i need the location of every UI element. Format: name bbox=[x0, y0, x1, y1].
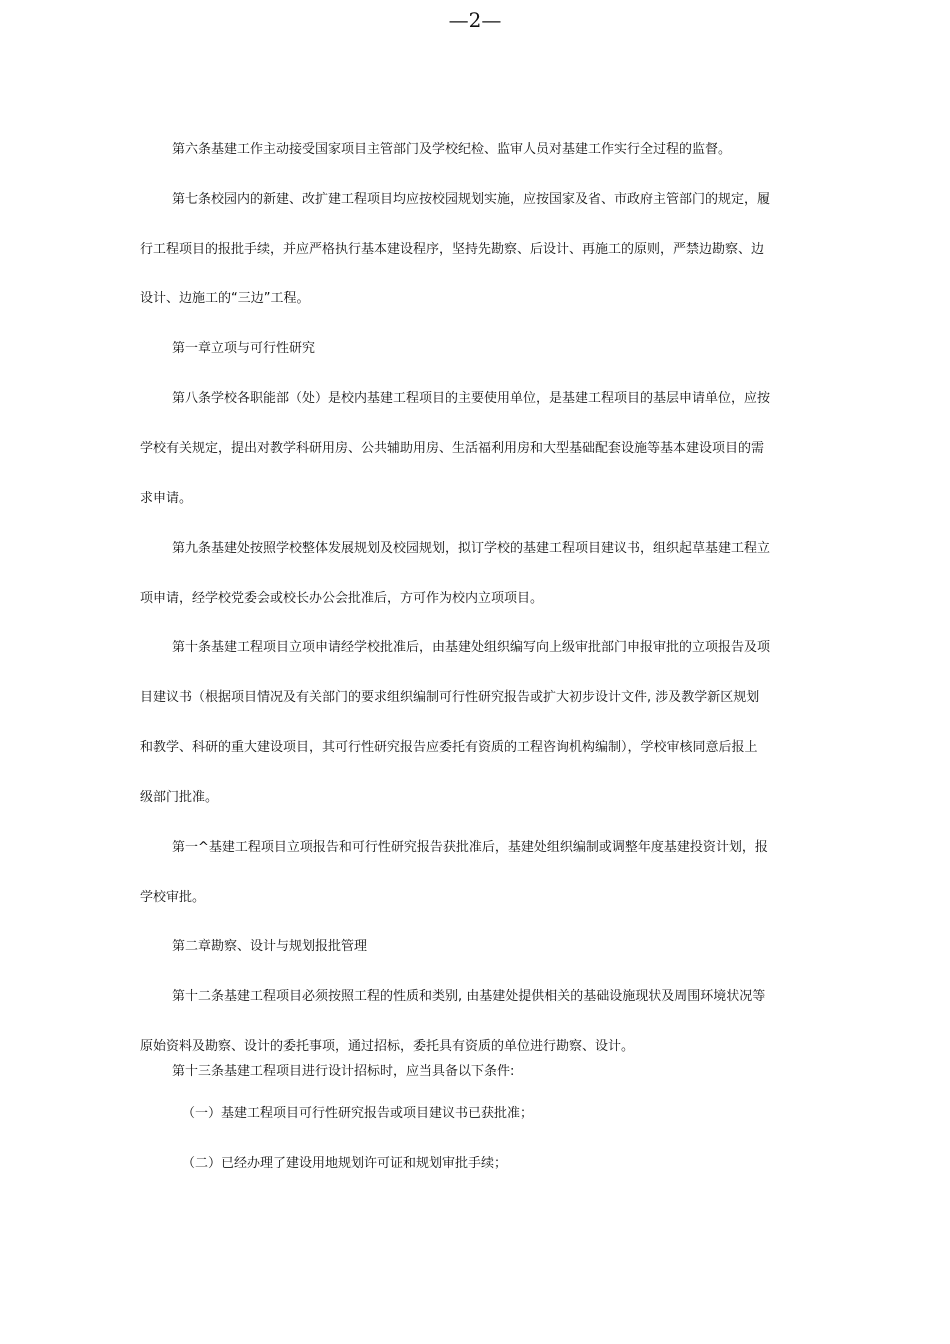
text-line: 行工程项目的报批手续，并应严格执行基本建设程序，坚持先勘察、后设计、再施工的原则，严禁边勘察、边 bbox=[140, 242, 765, 257]
text-line: 和教学、科研的重大建设项目，其可行性研究报告应委托有资质的工程咨询机构编制），学校审核同意后报上 bbox=[140, 740, 758, 755]
text-line: 学校有关规定，提出对教学科研用房、公共辅助用房、生活福利用房和大型基础配套设施等基本建设项目的需 bbox=[140, 441, 765, 456]
list-item: （二）已经办理了建设用地规划许可证和规划审批手续； bbox=[182, 1156, 508, 1171]
section-heading: 第一章立项与可行性研究 bbox=[172, 341, 316, 356]
text-line: 级部门批准。 bbox=[140, 790, 219, 805]
text-line: 第九条基建处按照学校整体发展规划及校园规划，拟订学校的基建工程项目建议书，组织起草基建工程立 bbox=[172, 541, 771, 556]
text-line: 设计、边施工的“三边”工程。 bbox=[140, 291, 310, 306]
text-line: 第十二条基建工程项目必须按照工程的性质和类别, 由基建处提供相关的基础设施现状及周围环境状况等 bbox=[172, 989, 766, 1004]
text-line: 项申请，经学校党委会或校长办公会批准后，方可作为校内立项项目。 bbox=[140, 591, 544, 606]
text-line: 原始资料及勘察、设计的委托事项，通过招标，委托具有资质的单位进行勘察、设计。 bbox=[140, 1039, 635, 1054]
section-heading: 第二章勘察、设计与规划报批管理 bbox=[172, 939, 368, 954]
page-number: —2— bbox=[448, 8, 502, 32]
text-line: 第十三条基建工程项目进行设计招标时，应当具备以下条件: bbox=[172, 1064, 515, 1079]
text-line: 第六条基建工作主动接受国家项目主管部门及学校纪检、监审人员对基建工作实行全过程的监督。 bbox=[172, 142, 732, 157]
text-line: 第一^基建工程项目立项报告和可行性研究报告获批准后，基建处组织编制或调整年度基建投资计划，报 bbox=[172, 840, 768, 855]
text-line: 第七条校园内的新建、改扩建工程项目均应按校园规划实施，应按国家及省、市政府主管部门的规定，履 bbox=[172, 192, 771, 207]
list-item: （一）基建工程项目可行性研究报告或项目建议书已获批准； bbox=[182, 1106, 534, 1121]
text-line: 求申请。 bbox=[140, 491, 193, 506]
text-line: 第十条基建工程项目立项申请经学校批准后，由基建处组织编写向上级审批部门申报审批的立项报告及项 bbox=[172, 640, 771, 655]
text-line: 学校审批。 bbox=[140, 890, 206, 905]
text-line: 第八条学校各职能部（处）是校内基建工程项目的主要使用单位，是基建工程项目的基层申请单位，应按 bbox=[172, 391, 771, 406]
text-line: 目建议书（根据项目情况及有关部门的要求组织编制可行性研究报告或扩大初步设计文件, 涉及教学新区规划 bbox=[140, 690, 760, 705]
